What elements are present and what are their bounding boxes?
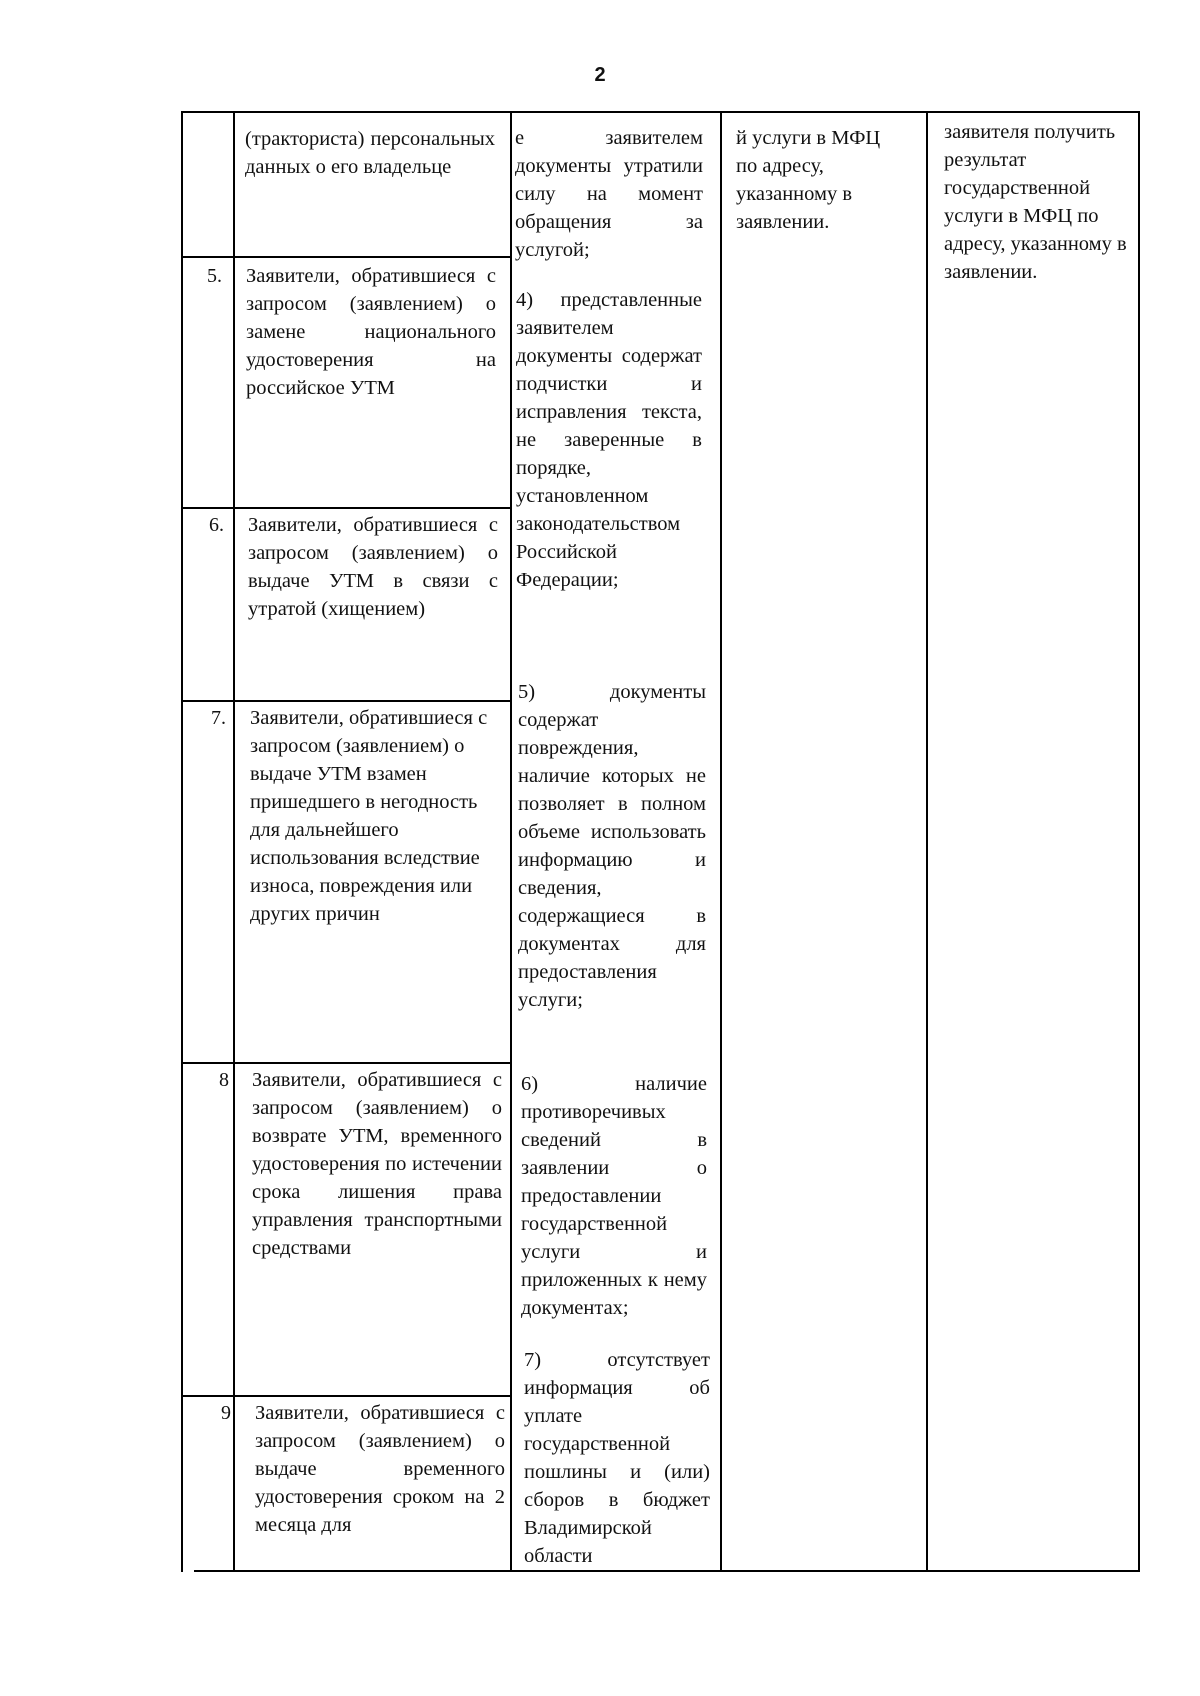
row-separator [181,256,512,258]
row-number: 5. [207,265,222,287]
row-separator [181,1395,512,1397]
col-separator-applicant [510,111,512,1572]
grounds-item: 6) наличие противоречивых сведений в заявлении о предоставлении государственной услуги и приложенных к нему документах; [521,1073,707,1319]
grounds-item: 4) представленные заявителем документы содержат подчистки и исправления текста, не заверенные в порядке, установленном законодательством Российской Федерации; [516,289,702,591]
table-right-border [1138,111,1140,1572]
grounds-item: е заявителем документы утратили силу на момент обращения за услугой; [515,127,703,261]
table-bottom-border [194,1570,1140,1572]
row-separator [181,507,512,509]
page-number: 2 [594,64,606,86]
table-top-border [181,111,1140,113]
table-left-border [181,111,183,1572]
col-separator-number [233,111,235,1572]
row-number: 6. [209,514,224,536]
col-separator-mfc [926,111,928,1572]
row-number: 7. [211,707,226,729]
row-separator [181,1062,512,1064]
applicant-cell: (тракториста) персональных данных о его владельце [245,128,495,178]
applicant-cell: Заявители, обратившиеся с запросом (заявлением) о выдаче УТМ взамен пришедшего в негодность для дальнейшего использования вследствие износа, повреждения или других причин [250,707,488,925]
grounds-item: 7) отсутствует информация об уплате государственной пошлины и (или) сборов в бюджет Владимирской области [524,1349,710,1567]
applicant-cell: Заявители, обратившиеся с запросом (заявлением) о замене национального удостоверения на российское УТМ [246,265,496,399]
mfc-result-cell: й услуги в МФЦ по адресу, указанному в заявлении. [736,127,881,233]
result-cell: заявителя получить результат государственной услуги в МФЦ по адресу, указанному в заявлении. [944,121,1127,283]
applicant-cell: Заявители, обратившиеся с запросом (заявлением) о выдаче УТМ в связи с утратой (хищением) [248,514,498,620]
applicant-cell: Заявители, обратившиеся с запросом (заявлением) о выдаче временного удостоверения сроком на 2 месяца для [255,1402,505,1536]
applicant-cell: Заявители, обратившиеся с запросом (заявлением) о возврате УТМ, временного удостоверения по истечении срока лишения права управления транспортными средствами [252,1069,502,1259]
row-number: 8 [219,1069,229,1091]
col-separator-grounds [720,111,722,1572]
row-number: 9 [221,1402,231,1424]
row-separator [181,700,512,702]
grounds-item: 5) документы содержат повреждения, наличие которых не позволяет в полном объеме использовать информацию и сведения, содержащиеся в документах для предоставления услуги; [518,681,706,1011]
